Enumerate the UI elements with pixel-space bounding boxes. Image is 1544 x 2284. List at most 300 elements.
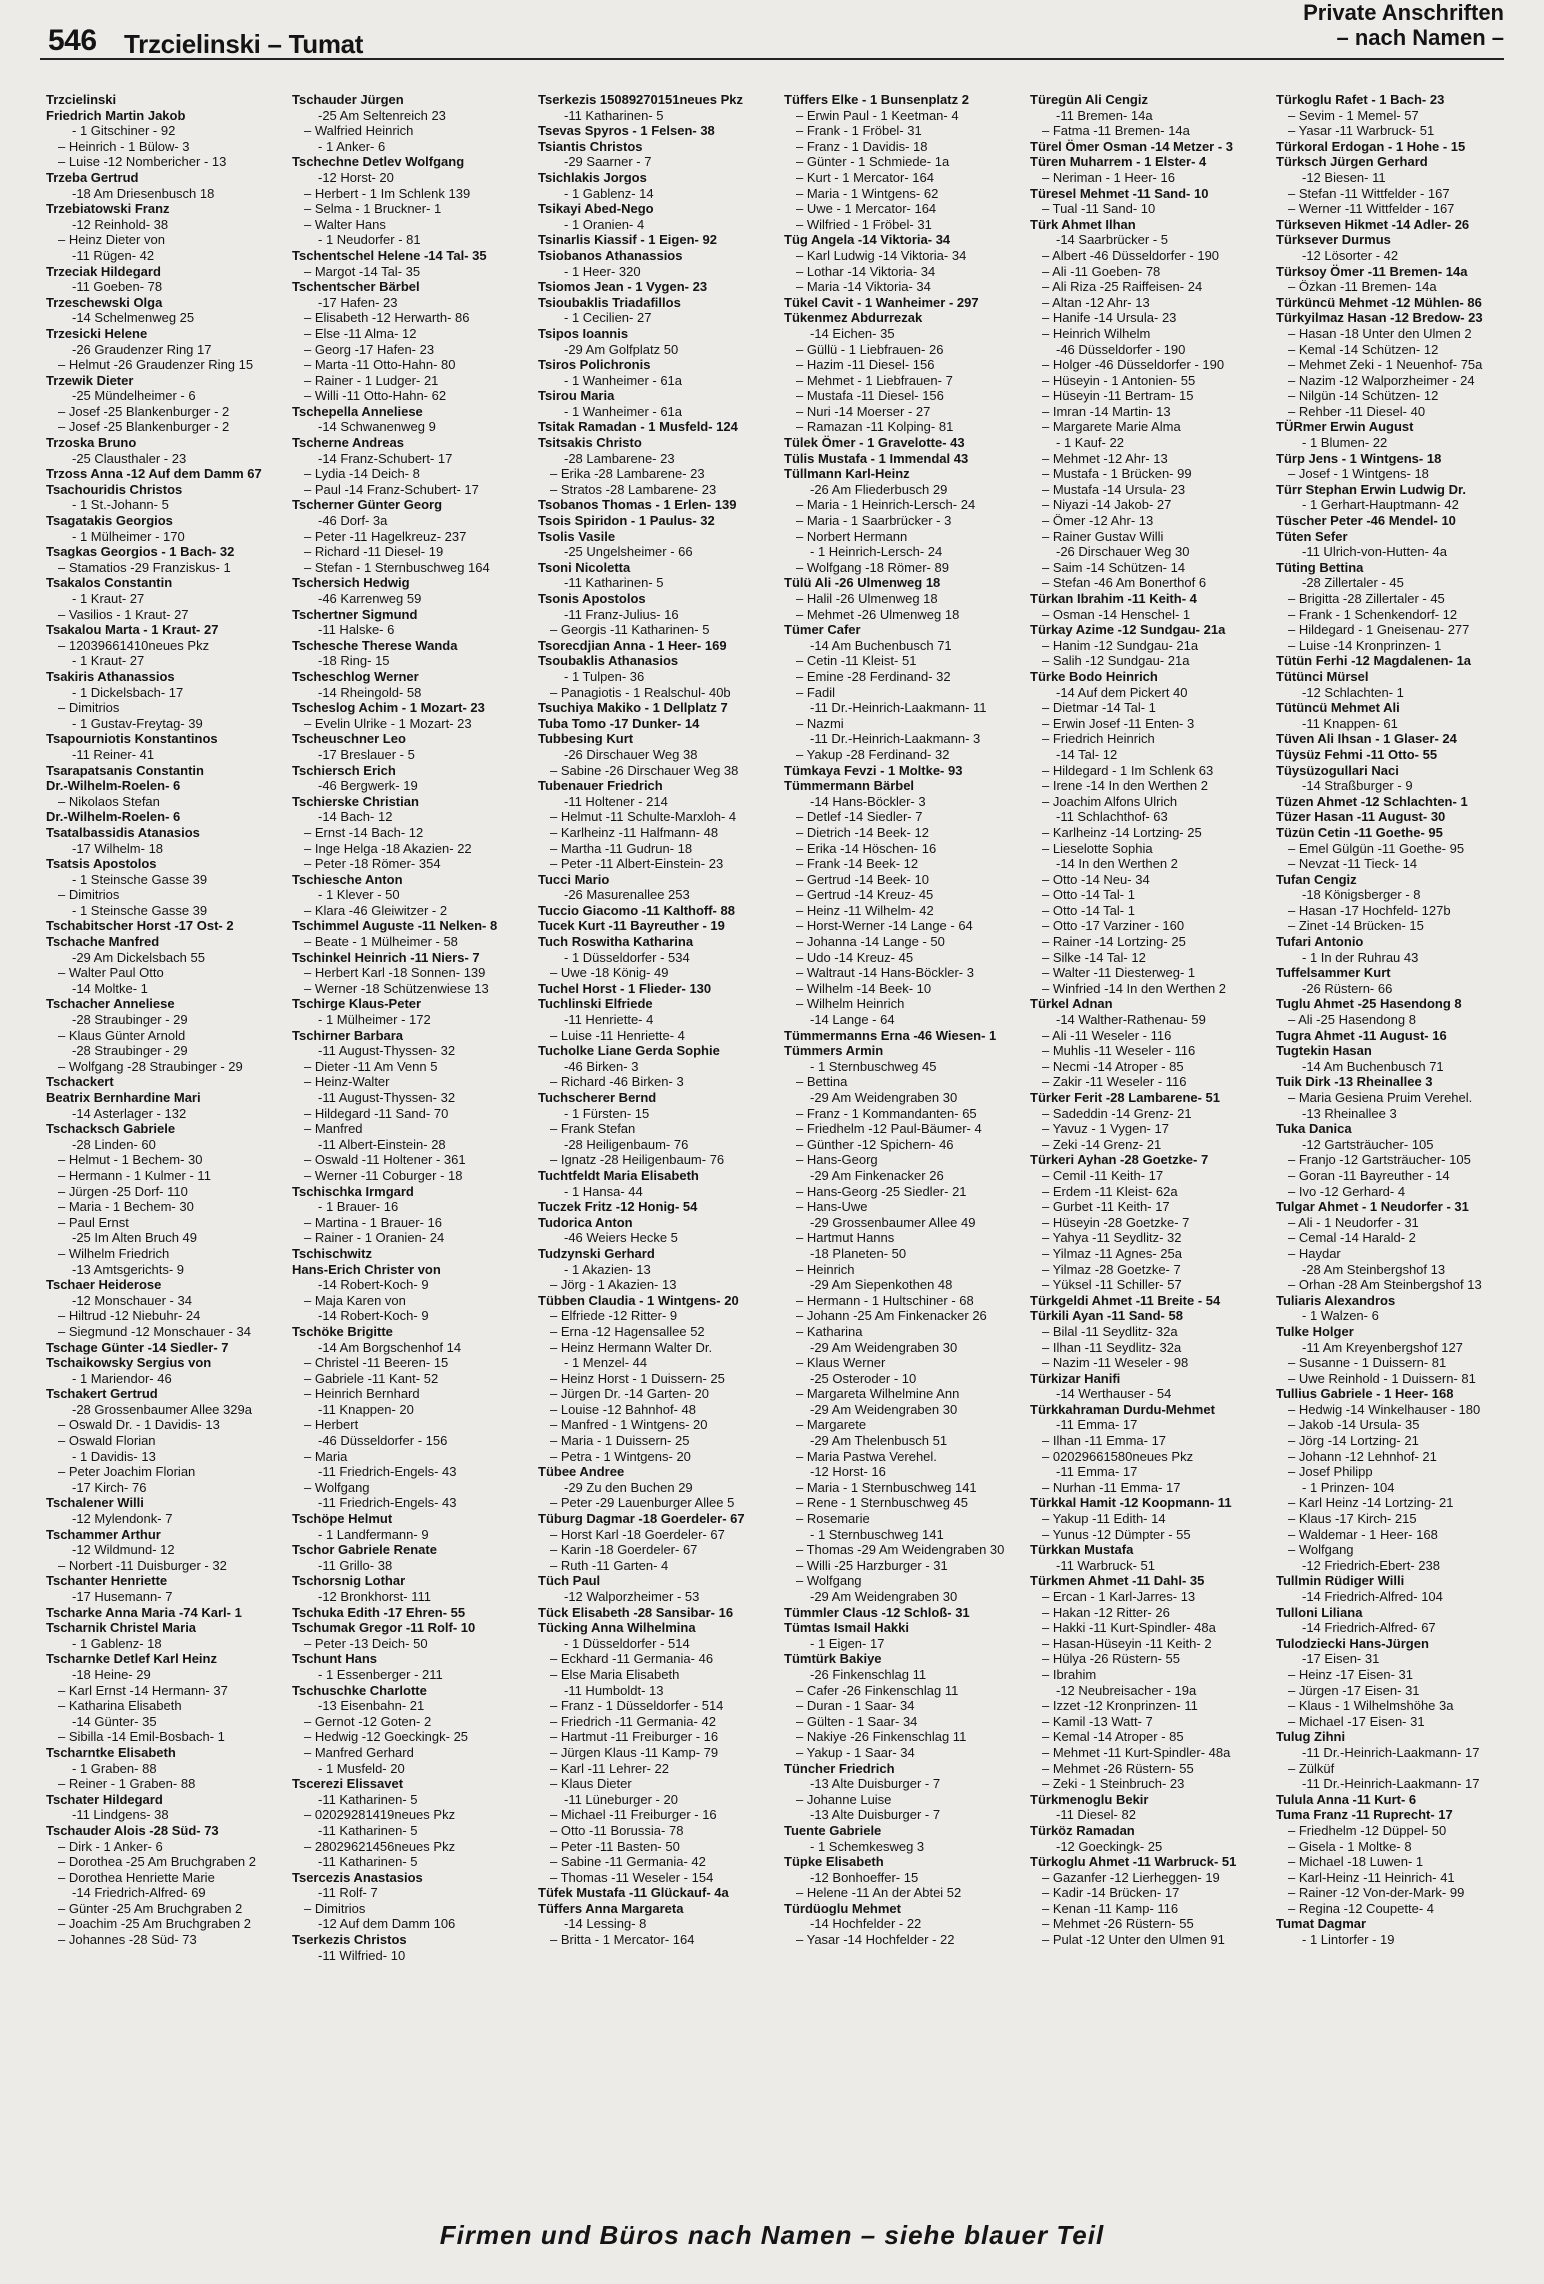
directory-entry: – Yakup -11 Edith- 14 — [1042, 1511, 1166, 1527]
directory-entry: – Oswald -11 Holtener - 361 — [304, 1152, 466, 1168]
directory-entry: - 1 Menzel- 44 — [564, 1355, 648, 1371]
directory-entry: Tüysüzogullari Naci — [1276, 762, 1399, 778]
directory-entry: – Karin -18 Goerdeler- 67 — [550, 1542, 698, 1558]
directory-entry: – Thomas -11 Weseler - 154 — [550, 1869, 714, 1885]
directory-entry: -11 Dr.-Heinrich-Laakmann- 3 — [810, 731, 981, 747]
directory-entry: Tuchscherer Bernd — [538, 1090, 657, 1105]
directory-entry: – Albert -46 Düsseldorfer - 190 — [1042, 247, 1220, 263]
directory-entry: – Walfried Heinrich — [304, 123, 414, 139]
directory-entry: – Wolfgang — [304, 1479, 370, 1495]
directory-entry: – Helmut -26 Graudenzer Ring 15 — [58, 357, 254, 373]
directory-entry: – Michael -17 Eisen- 31 — [1288, 1713, 1425, 1729]
directory-entry: – Maria - 1 Wintgens- 62 — [796, 185, 939, 201]
directory-entry: -29 Am Thelenbusch 51 — [810, 1433, 948, 1449]
directory-entry: - 1 Neudorfer - 81 — [318, 232, 421, 248]
directory-entry: Tükenmez Abdurrezak — [784, 310, 923, 326]
directory-entry: – Walter Paul Otto — [58, 965, 164, 981]
directory-entry: – Gertrud -14 Beek- 10 — [796, 871, 929, 887]
directory-entry: – Ilhan -11 Emma- 17 — [1042, 1433, 1167, 1449]
directory-entry: – Zeki -14 Grenz- 21 — [1042, 1136, 1162, 1152]
directory-entry: – Vasilios - 1 Kraut- 27 — [58, 606, 189, 622]
directory-entry: -11 Holtener - 214 — [564, 793, 668, 809]
directory-entry: Tuka Danica — [1276, 1121, 1352, 1137]
directory-entry: – Gisela - 1 Moltke- 8 — [1288, 1838, 1412, 1854]
directory-entry: – Mehmet - 1 Liebfrauen- 7 — [796, 372, 953, 388]
directory-entry: Tsipos Ioannis — [538, 325, 629, 341]
directory-entry: Tschauder Alois -28 Süd- 73 — [46, 1822, 219, 1838]
directory-entry: – Wilhelm -14 Beek- 10 — [796, 980, 932, 996]
directory-entry: - 1 Gustav-Freytag- 39 — [72, 715, 203, 731]
directory-entry: – Otto -14 Tal- 1 — [1042, 902, 1135, 918]
directory-entry: Tüting Bettina — [1276, 559, 1364, 575]
directory-entry: -14 Robert-Koch- 9 — [318, 1277, 429, 1293]
directory-entry: Tschimmel Auguste -11 Nelken- 8 — [292, 918, 498, 934]
directory-entry: – Maria — [304, 1448, 348, 1464]
directory-entry: – Yahya -11 Seydlitz- 32 — [1042, 1230, 1182, 1246]
directory-entry: -12 Mylendonk- 7 — [72, 1511, 173, 1527]
directory-entry: -14 Hochfelder - 22 — [810, 1916, 922, 1932]
directory-entry: – Jürgen -17 Eisen- 31 — [1288, 1682, 1420, 1698]
directory-entry: Tsoni Nicoletta — [538, 559, 631, 575]
directory-entry: Hans-Erich Christer von — [292, 1261, 441, 1277]
directory-entry: Tsobanos Thomas - 1 Erlen- 139 — [538, 497, 737, 513]
directory-entry: – Halil -26 Ulmenweg 18 — [796, 591, 938, 606]
directory-entry: – Muhlis -11 Weseler - 116 — [1042, 1043, 1196, 1059]
directory-entry: – Josef -25 Blankenburger - 2 — [58, 403, 230, 419]
directory-entry: – Hasan -17 Hochfeld- 127b — [1288, 902, 1451, 918]
directory-entry: – Klaus -17 Kirch- 215 — [1288, 1511, 1417, 1527]
directory-entry: - 1 Lintorfer - 19 — [1302, 1932, 1395, 1948]
directory-entry: Tubenauer Friedrich — [538, 778, 663, 794]
directory-entry: Tsorecdjian Anna - 1 Heer- 169 — [538, 637, 727, 653]
directory-entry: Tschirner Barbara — [292, 1027, 404, 1043]
directory-entry: -17 Hafen- 23 — [318, 294, 398, 310]
directory-entry: Friedrich Martin Jakob — [46, 107, 186, 123]
directory-entry: – Günter -25 Am Bruchgraben 2 — [58, 1900, 243, 1916]
directory-entry: – Mehmet -26 Rüstern- 55 — [1042, 1760, 1194, 1776]
directory-entry: Tuma Franz -11 Ruprecht- 17 — [1276, 1807, 1453, 1823]
directory-entry: – Elisabeth -12 Herwarth- 86 — [304, 310, 470, 326]
directory-entry: -28 Straubinger - 29 — [72, 1043, 188, 1059]
directory-entry: Tuglu Ahmet -25 Hasendong 8 — [1276, 996, 1462, 1012]
directory-entry: – Mustafa -14 Ursula- 23 — [1042, 481, 1186, 497]
directory-entry: Tümtas Ismail Hakki — [784, 1620, 909, 1636]
directory-entry: -26 Dirschauer Weg 30 — [1056, 544, 1190, 560]
directory-entry: Tugra Ahmet -11 August- 16 — [1276, 1027, 1447, 1043]
directory-entry: -11 August-Thyssen- 32 — [318, 1043, 456, 1059]
directory-entry: – Jürgen Dr. -14 Garten- 20 — [550, 1386, 709, 1402]
directory-entry: Tsioubaklis Triadafillos — [538, 294, 681, 310]
directory-entry: – Nazmi — [796, 715, 844, 731]
directory-entry: Tschaer Heiderose — [46, 1277, 162, 1293]
directory-entry: – Irene -14 In den Werthen 2 — [1042, 778, 1208, 794]
directory-entry: -13 Amtsgerichts- 9 — [72, 1261, 184, 1277]
directory-entry: Tuente Gabriele — [784, 1822, 882, 1838]
directory-entry: Tscherne Andreas — [292, 435, 404, 451]
directory-entry: Tsatsis Apostolos — [46, 856, 157, 872]
directory-entry: – Regina -12 Coupette- 4 — [1288, 1900, 1434, 1916]
directory-entry: – Imran -14 Martin- 13 — [1042, 403, 1171, 419]
directory-entry: – Franjo -12 Gartsträucher- 105 — [1288, 1152, 1471, 1168]
directory-entry: – Ilhan -11 Seydlitz- 32a — [1042, 1339, 1182, 1355]
directory-entry: – Sadeddin -14 Grenz- 21 — [1042, 1105, 1192, 1121]
directory-column-1 — [46, 92, 286, 2212]
directory-entry: -14 Asterlager - 132 — [72, 1105, 187, 1121]
directory-entry: – Luise -12 Nombericher - 13 — [58, 154, 227, 170]
directory-entry: Tugtekin Hasan — [1276, 1043, 1372, 1059]
directory-entry: – Hildegard -11 Sand- 70 — [304, 1105, 449, 1121]
directory-entry: – Yasar -14 Hochfelder - 22 — [796, 1932, 955, 1948]
directory-entry: -18 Ring- 15 — [318, 653, 390, 669]
directory-entry: -11 Franz-Julius- 16 — [564, 606, 679, 622]
directory-entry: Tuik Dirk -13 Rheinallee 3 — [1276, 1074, 1433, 1090]
directory-entry: Tsitak Ramadan - 1 Musfeld- 124 — [538, 419, 738, 435]
directory-entry: – Peter -13 Deich- 50 — [304, 1635, 428, 1651]
directory-entry: – Hüseyin -11 Bertram- 15 — [1042, 388, 1194, 404]
directory-entry: – Wilfried - 1 Fröbel- 31 — [796, 216, 932, 232]
directory-entry: – Altan -12 Ahr- 13 — [1042, 294, 1150, 310]
directory-entry: – Sabine -26 Dirschauer Weg 38 — [550, 762, 739, 778]
directory-entry: - 1 In der Ruhrau 43 — [1302, 949, 1419, 965]
directory-entry: Tsinarlis Kiassif - 1 Eigen- 92 — [538, 232, 717, 248]
directory-entry: – Yunus -12 Dümpter - 55 — [1042, 1526, 1191, 1542]
directory-entry: – Karl -11 Lehrer- 22 — [550, 1760, 669, 1776]
directory-entry: – Hakan -12 Ritter- 26 — [1042, 1604, 1170, 1620]
directory-entry: Türkgeldi Ahmet -11 Breite - 54 — [1030, 1292, 1221, 1308]
directory-entry: – Erdem -11 Kleist- 62a — [1042, 1183, 1178, 1199]
directory-entry: Tulug Zihni — [1276, 1729, 1346, 1745]
directory-entry: – Nevzat -11 Tieck- 14 — [1288, 856, 1418, 872]
directory-entry: – Wolfgang -28 Straubinger - 29 — [58, 1058, 243, 1074]
directory-entry: – Hasan -18 Unter den Ulmen 2 — [1288, 325, 1472, 341]
directory-entry: -25 Im Alten Bruch 49 — [72, 1230, 198, 1246]
directory-entry: Tümmermann Bärbel — [784, 778, 915, 794]
directory-entry: – Ömer -12 Ahr- 13 — [1042, 513, 1154, 529]
directory-entry: – Saim -14 Schützen- 14 — [1042, 559, 1186, 575]
directory-entry: – Maria -14 Viktoria- 34 — [796, 279, 931, 295]
directory-entry: – Lydia -14 Deich- 8 — [304, 466, 420, 482]
directory-entry: Tsercezis Anastasios — [292, 1869, 423, 1885]
directory-entry: – Mehmet -26 Rüstern- 55 — [1042, 1916, 1194, 1932]
directory-entry: -46 Karrenweg 59 — [318, 591, 422, 606]
directory-entry: -11 Albert-Einstein- 28 — [318, 1136, 446, 1152]
directory-entry: Türr Stephan Erwin Ludwig Dr. — [1276, 481, 1466, 497]
directory-entry: Tütüncü Mehmet Ali — [1276, 700, 1400, 716]
directory-entry: – Karlheinz -14 Lortzing- 25 — [1042, 824, 1202, 840]
directory-entry: -14 Rheingold- 58 — [318, 684, 422, 700]
directory-entry: Trzebiatowski Franz — [46, 201, 170, 217]
directory-entry: – Izzet -12 Kronprinzen- 11 — [1042, 1698, 1198, 1714]
directory-entry: – Peter -18 Römer- 354 — [304, 856, 441, 872]
directory-entry: – Hasan-Hüseyin -11 Keith- 2 — [1042, 1635, 1212, 1651]
directory-entry: – Zülküf — [1288, 1760, 1335, 1776]
directory-entry: -13 Alte Duisburger - 7 — [810, 1807, 941, 1823]
directory-entry: Türkmen Ahmet -11 Dahl- 35 — [1030, 1573, 1205, 1589]
directory-entry: – Ivo -12 Gerhard- 4 — [1288, 1183, 1406, 1199]
directory-entry: - 1 Akazien- 13 — [564, 1261, 651, 1277]
directory-entry: Tübben Claudia - 1 Wintgens- 20 — [538, 1292, 739, 1308]
directory-entry: - 1 Musfeld- 20 — [318, 1760, 405, 1776]
directory-entry: – Dirk - 1 Anker- 6 — [58, 1838, 163, 1854]
section-title-line1: Private Anschriften — [1303, 0, 1504, 25]
directory-entry: -11 August-Thyssen- 32 — [318, 1090, 456, 1105]
directory-entry: -17 Wilhelm- 18 — [72, 840, 164, 856]
directory-entry: – Panagiotis - 1 Realschul- 40b — [550, 684, 731, 700]
directory-entry: – Jürgen -25 Dorf- 110 — [58, 1183, 188, 1199]
directory-entry: Tserkezis 15089270151neues Pkz — [538, 92, 744, 107]
directory-entry: – Stefan - 1 Sternbuschweg 164 — [304, 559, 490, 575]
directory-entry: -25 Ungelsheimer - 66 — [564, 544, 693, 560]
directory-entry: – Wolfgang -18 Römer- 89 — [796, 559, 949, 575]
directory-entry: – Karl Ernst -14 Hermann- 37 — [58, 1682, 228, 1698]
directory-entry: – Kenan -11 Kamp- 116 — [1042, 1900, 1179, 1916]
directory-entry: Tüch Paul — [538, 1573, 601, 1589]
directory-entry: -29 Zu den Buchen 29 — [564, 1479, 693, 1495]
directory-entry: Tschakert Gertrud — [46, 1386, 158, 1402]
directory-entry: – Maja Karen von — [304, 1292, 406, 1308]
directory-entry: Tüburg Dagmar -18 Goerdeler- 67 — [538, 1511, 745, 1527]
directory-entry: -26 Graudenzer Ring 17 — [72, 341, 212, 357]
directory-entry: – Salih -12 Sundgau- 21a — [1042, 653, 1190, 669]
directory-entry: -26 Finkenschlag 11 — [810, 1666, 927, 1682]
directory-entry: – Michael -18 Luwen- 1 — [1288, 1854, 1424, 1870]
directory-column-5 — [1030, 92, 1270, 2212]
directory-entry: – Stamatios -29 Franziskus- 1 — [58, 559, 231, 575]
directory-entry: Tucci Mario — [538, 871, 610, 887]
page-number: 546 — [48, 24, 97, 57]
directory-entry: – Heinz -11 Wilhelm- 42 — [796, 902, 934, 918]
directory-entry: -14 Friedrich-Alfred- 69 — [72, 1885, 206, 1901]
directory-entry: -14 In den Werthen 2 — [1056, 856, 1178, 872]
directory-entry: – Erika -14 Höschen- 16 — [796, 840, 937, 856]
directory-entry: – Manfred - 1 Wintgens- 20 — [550, 1417, 708, 1433]
directory-entry: -14 Lange - 64 — [810, 1012, 895, 1028]
directory-entry: – 02029661580neues Pkz — [1042, 1448, 1194, 1464]
directory-entry: Türen Muharrem - 1 Elster- 4 — [1030, 154, 1207, 170]
directory-entry: Tülü Ali -26 Ulmenweg 18 — [784, 575, 941, 591]
directory-entry: – Evelin Ulrike - 1 Mozart- 23 — [304, 715, 472, 731]
directory-entry: Tschentschel Helene -14 Tal- 35 — [292, 247, 487, 263]
directory-entry: Tsevas Spyros - 1 Felsen- 38 — [538, 123, 715, 139]
directory-entry: Türkizar Hanifi — [1030, 1370, 1121, 1386]
directory-entry: Türkyilmaz Hasan -12 Bredow- 23 — [1276, 310, 1483, 326]
directory-entry: Tsuchiya Makiko - 1 Dellplatz 7 — [538, 700, 728, 716]
directory-entry: – Ignatz -28 Heiligenbaum- 76 — [550, 1152, 725, 1168]
directory-entry: -12 Reinhold- 38 — [72, 216, 169, 232]
directory-entry: Türküncü Mehmet -12 Mühlen- 86 — [1276, 294, 1482, 310]
directory-entry: – Ruth -11 Garten- 4 — [550, 1557, 669, 1573]
directory-entry: – Norbert -11 Duisburger - 32 — [58, 1557, 227, 1573]
directory-entry: Tsarapatsanis Constantin — [46, 762, 204, 778]
directory-entry: -12 Neubreisacher - 19a — [1056, 1682, 1197, 1698]
directory-entry: -11 Grillo- 38 — [318, 1557, 393, 1573]
directory-entry: – Otto -14 Tal- 1 — [1042, 887, 1135, 903]
directory-entry: – Helmut - 1 Bechem- 30 — [58, 1152, 203, 1168]
directory-entry: – Rene - 1 Sternbuschweg 45 — [796, 1495, 968, 1511]
directory-entry: Tsiobanos Athanassios — [538, 247, 683, 263]
directory-entry: – Michael -11 Freiburger - 16 — [550, 1807, 717, 1823]
directory-entry: – Pulat -12 Unter den Ulmen 91 — [1042, 1932, 1225, 1948]
page-header — [40, 0, 1504, 60]
directory-entry: – Helmut -11 Schulte-Marxloh- 4 — [550, 809, 737, 825]
directory-entry: -11 Dr.-Heinrich-Laakmann- 11 — [810, 700, 987, 716]
directory-entry: Tschesche Therese Wanda — [292, 637, 458, 653]
directory-entry: - 1 Sternbuschweg 45 — [810, 1058, 937, 1074]
directory-entry: Tschiesche Anton — [292, 871, 403, 887]
directory-entry: Trzeschewski Olga — [46, 294, 163, 310]
directory-entry: – Willi -25 Harzburger - 31 — [796, 1557, 948, 1573]
directory-entry: – Richard -46 Birken- 3 — [550, 1074, 684, 1090]
directory-entry: Tulloni Liliana — [1276, 1604, 1363, 1620]
directory-entry: – Kamil -13 Watt- 7 — [1042, 1713, 1153, 1729]
directory-entry: - 1 Düsseldorfer - 514 — [564, 1635, 690, 1651]
directory-entry: – Siegmund -12 Monschauer - 34 — [58, 1323, 251, 1339]
directory-entry: – Martha -11 Gudrun- 18 — [550, 840, 693, 856]
directory-entry: – Beate - 1 Mülheimer - 58 — [304, 934, 458, 950]
directory-entry: -11 Goeben- 78 — [72, 279, 163, 295]
directory-entry: – Rainer Gustav Willi — [1042, 528, 1164, 544]
directory-entry: -18 Heine- 29 — [72, 1666, 151, 1682]
directory-entry: - 1 Brauer- 16 — [318, 1199, 399, 1215]
directory-entry: – Heinz Dieter von — [58, 232, 165, 248]
directory-entry: - 1 Dickelsbach- 17 — [72, 684, 184, 700]
directory-entry: Tubbesing Kurt — [538, 731, 634, 747]
directory-entry: Tsagkas Georgios - 1 Bach- 32 — [46, 544, 235, 560]
directory-entry: -29 Am Weidengraben 30 — [810, 1090, 958, 1105]
directory-entry: – Frank -14 Beek- 12 — [796, 856, 919, 872]
directory-entry: – Manfred — [304, 1121, 363, 1137]
directory-entry: -12 Friedrich-Ebert- 238 — [1302, 1557, 1440, 1573]
directory-entry: Tulgar Ahmet - 1 Neudorfer - 31 — [1276, 1199, 1469, 1215]
directory-entry: Türegün Ali Cengiz — [1030, 92, 1148, 107]
directory-entry: – Kemal -14 Schützen- 12 — [1288, 341, 1439, 357]
directory-entry: – Mehmet -26 Ulmenweg 18 — [796, 606, 960, 622]
directory-entry: Tschentscher Bärbel — [292, 279, 420, 295]
directory-entry: – Hildegard - 1 Gneisenau- 277 — [1288, 622, 1470, 638]
directory-entry: – Günter - 1 Schmiede- 1a — [796, 154, 950, 170]
directory-entry: -11 Bremen- 14a — [1056, 107, 1153, 123]
directory-entry: Tüysüz Fehmi -11 Otto- 55 — [1276, 746, 1438, 762]
directory-entry: – Cetin -11 Kleist- 51 — [796, 653, 917, 669]
directory-entry: – Mustafa -11 Diesel- 156 — [796, 388, 944, 404]
directory-entry: – Erwin Paul - 1 Keetman- 4 — [796, 107, 959, 123]
directory-entry: – Maria Gesiena Pruim Verehel. — [1288, 1090, 1473, 1105]
directory-entry: Tschalener Willi — [46, 1495, 144, 1511]
directory-entry: – Rosemarie — [796, 1511, 870, 1527]
directory-entry: -28 Lambarene- 23 — [564, 450, 675, 466]
directory-entry: – Johanne Luise — [796, 1791, 892, 1807]
directory-entry: -28 Straubinger - 29 — [72, 1012, 188, 1028]
directory-entry: Tuchlinski Elfriede — [538, 996, 653, 1012]
directory-entry: Tüven Ali Ihsan - 1 Glaser- 24 — [1276, 731, 1457, 747]
directory-entry: - 1 Landfermann- 9 — [318, 1526, 429, 1542]
directory-entry: – Nurhan -11 Emma- 17 — [1042, 1479, 1181, 1495]
directory-entry: Türkoral Erdogan - 1 Hohe - 15 — [1276, 138, 1466, 154]
directory-entry: – Petra - 1 Wintgens- 20 — [550, 1448, 691, 1464]
directory-entry: -11 Emma- 17 — [1056, 1464, 1138, 1480]
directory-entry: Tütünci Mürsel — [1276, 668, 1369, 684]
directory-entry: Tümtürk Bakiye — [784, 1651, 882, 1667]
directory-entry: -11 Katharinen- 5 — [564, 107, 664, 123]
directory-entry: – Erika -28 Lambarene- 23 — [550, 466, 705, 482]
directory-entry: Türkili Ayan -11 Sand- 58 — [1030, 1308, 1183, 1324]
footer-note: Firmen und Büros nach Namen – siehe blauer Teil — [439, 2220, 1105, 2250]
directory-entry: Türk Ahmet Ilhan — [1030, 216, 1136, 232]
directory-entry: – Zinet -14 Brücken- 15 — [1288, 918, 1424, 934]
directory-entry: -13 Eisenbahn- 21 — [318, 1698, 425, 1714]
directory-entry: – Hartmut -11 Freiburger - 16 — [550, 1729, 719, 1745]
directory-entry: -12 Horst- 16 — [810, 1464, 886, 1480]
directory-entry: Tsichlakis Jorgos — [538, 169, 647, 185]
directory-entry: Tschuka Edith -17 Ehren- 55 — [292, 1604, 466, 1620]
directory-entry: – Josef - 1 Wintgens- 18 — [1288, 466, 1429, 482]
directory-entry: – Walter -11 Diesterweg- 1 — [1042, 965, 1196, 981]
directory-entry: -11 Emma- 17 — [1056, 1417, 1138, 1433]
directory-entry: – Rainer -12 Von-der-Mark- 99 — [1288, 1885, 1465, 1901]
directory-entry: – Günther -12 Spichern- 46 — [796, 1136, 954, 1152]
directory-entry: -29 Am Weidengraben 30 — [810, 1589, 958, 1604]
directory-entry: – Karl Heinz -14 Lortzing- 21 — [1288, 1495, 1454, 1511]
directory-entry: -17 Breslauer - 5 — [318, 746, 415, 762]
directory-entry: - 1 Anker- 6 — [318, 138, 386, 154]
directory-entry: -12 Gartsträucher- 105 — [1302, 1136, 1434, 1152]
directory-entry: – Dietmar -14 Tal- 1 — [1042, 700, 1156, 716]
directory-entry: – Horst Karl -18 Goerdeler- 67 — [550, 1526, 725, 1542]
directory-entry: -12 Auf dem Damm 106 — [318, 1916, 456, 1932]
directory-entry: Trzoss Anna -12 Auf dem Damm 67 — [46, 466, 262, 482]
directory-entry: Türksoy Ömer -11 Bremen- 14a — [1276, 263, 1468, 279]
directory-entry: – Yüksel -11 Schiller- 57 — [1042, 1277, 1182, 1293]
directory-entry: – Sibilla -14 Emil-Bosbach- 1 — [58, 1729, 225, 1745]
directory-entry: – Hanim -12 Sundgau- 21a — [1042, 637, 1199, 653]
directory-entry: Türkeri Ayhan -28 Goetzke- 7 — [1030, 1152, 1209, 1168]
directory-entry: Tsiros Polichronis — [538, 357, 651, 373]
directory-entry: Tullius Gabriele - 1 Heer- 168 — [1276, 1386, 1454, 1402]
directory-entry: – Hildegard - 1 Im Schlenk 63 — [1042, 762, 1214, 778]
directory-entry: Tümmermanns Erna -46 Wiesen- 1 — [784, 1027, 997, 1043]
directory-entry: -29 Am Golfplatz 50 — [564, 341, 679, 357]
directory-entry: – Nilgün -14 Schützen- 12 — [1288, 388, 1439, 404]
directory-entry: Tuch Roswitha Katharina — [538, 934, 694, 950]
directory-entry: – Norbert Hermann — [796, 528, 908, 544]
directory-entry: -14 Am Buchenbusch 71 — [810, 637, 952, 653]
directory-entry: Tsois Spiridon - 1 Paulus- 32 — [538, 513, 715, 529]
directory-entry: - 1 St.-Johann- 5 — [72, 497, 169, 513]
directory-entry: Tüllmann Karl-Heinz — [784, 466, 910, 482]
directory-entry: -28 Grossenbaumer Allee 329a — [72, 1401, 252, 1417]
directory-entry: Tschacksch Gabriele — [46, 1121, 176, 1137]
directory-entry: - 1 Kraut- 27 — [72, 653, 145, 669]
directory-entry: – Marta -11 Otto-Hahn- 80 — [304, 357, 456, 373]
directory-entry: – Dietrich -14 Beek- 12 — [796, 824, 929, 840]
directory-entry: Tüzün Cetin -11 Goethe- 95 — [1276, 824, 1443, 840]
directory-entry: – Ernst -14 Bach- 12 — [304, 824, 424, 840]
directory-entry: -26 Am Fliederbusch 29 — [810, 481, 948, 497]
directory-entry: -29 Am Dickelsbach 55 — [72, 949, 205, 965]
directory-entry: Tsikayi Abed-Nego — [538, 201, 654, 217]
directory-entry: -46 Düsseldorfer - 156 — [318, 1433, 448, 1449]
directory-entry: - 1 Steinsche Gasse 39 — [72, 871, 208, 887]
directory-entry: -14 Moltke- 1 — [72, 980, 148, 996]
directory-entry: -14 Günter- 35 — [72, 1713, 157, 1729]
directory-entry: – Margarete Marie Alma — [1042, 419, 1181, 435]
directory-entry: Tschechne Detlev Wolfgang — [292, 154, 465, 170]
directory-entry: – Franz - 1 Davidis- 18 — [796, 138, 928, 154]
directory-entry: Tüg Angela -14 Viktoria- 34 — [784, 232, 951, 248]
directory-entry: – Klaus - 1 Wilhelmshöhe 3a — [1288, 1698, 1454, 1714]
directory-entry: Tschumak Gregor -11 Rolf- 10 — [292, 1620, 476, 1636]
directory-entry: Tschepella Anneliese — [292, 403, 423, 419]
